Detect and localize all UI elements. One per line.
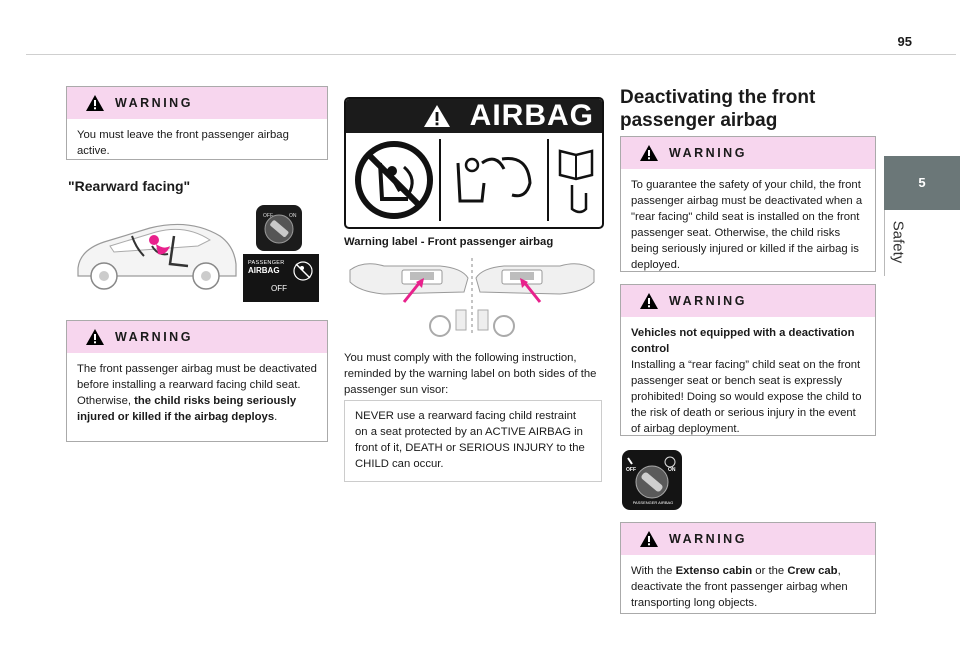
svg-text:ON: ON [289, 213, 297, 219]
airbag-key-switch-icon [256, 205, 302, 251]
warning-title: WARNING [115, 96, 193, 110]
warning-text: To guarantee the safety of your child, the front passenger airbag must be deactivated when a "rear facing" child seat is installed on the front passenger seat. Otherwise, the child risks being seriously injured or killed if the airbag is deployed. [631, 179, 863, 271]
svg-text:OFF: OFF [263, 213, 273, 219]
knob-on-label: ON [668, 467, 676, 473]
warning-header [67, 87, 327, 119]
indicator-state: OFF [271, 284, 287, 293]
warning-box-3 [620, 136, 876, 272]
warning-triangle-icon [85, 328, 105, 346]
airbag-warning-label [344, 97, 604, 229]
warning-text: You must leave the front passenger airbag active. [77, 129, 289, 157]
car-child-seat-illustration [70, 206, 240, 298]
warning-triangle-icon [422, 103, 452, 129]
label-pictograms [352, 139, 598, 221]
instruction-paragraph: You must comply with the following instruction, reminded by the warning label on both sides of the passenger sun visor: [344, 352, 597, 396]
sun-visor-illustration [344, 252, 600, 338]
warning-text: The front passenger airbag must be deactivated before installing a rearward facing child seat. Otherwise, the child risks being seriously injured or killed if the airbag deploys. [77, 363, 317, 423]
label-banner-text: AIRBAG [469, 99, 594, 132]
warning-box-4 [620, 284, 876, 436]
warning-box-2 [66, 320, 328, 442]
warning-box-1 [66, 86, 328, 160]
warning-title: WARNING [669, 146, 747, 160]
warning-title: WARNING [669, 294, 747, 308]
label-banner [346, 99, 602, 133]
chapter-label: Safety [889, 220, 907, 264]
warning-triangle-icon [639, 530, 659, 548]
child-seat-crossed-icon [291, 260, 315, 282]
warning-text: With the Extenso cabin or the Crew cab, deactivate the front passenger airbag when transporting long objects. [631, 565, 848, 609]
warning-title: WARNING [115, 330, 193, 344]
knob-off-label: OFF [626, 467, 636, 473]
label-caption: Warning label - Front passenger airbag [344, 236, 554, 248]
warning-box-5 [620, 522, 876, 614]
indicator-line-1: PASSENGER [248, 260, 285, 266]
chapter-number: 5 [918, 175, 926, 190]
warning-triangle-icon [639, 292, 659, 310]
rearward-facing-heading: "Rearward facing" [68, 178, 191, 194]
knob-ring-label: PASSENGER AIRBAG [632, 500, 674, 505]
warning-header [67, 321, 327, 353]
instruction-box: NEVER use a rearward facing child restraint on a seat protected by an ACTIVE AIRBAG in front of it, DEATH or SERIOUS INJURY to the CHILD can occur. [344, 400, 602, 482]
airbag-knob-image [622, 450, 682, 510]
page-number: 95 [897, 34, 912, 49]
warning-header [621, 523, 875, 555]
warning-subheading: Vehicles not equipped with a deactivation control [631, 327, 855, 355]
warning-triangle-icon [85, 94, 105, 112]
section-heading: Deactivating the front passenger airbag [620, 87, 816, 131]
warning-text: Vehicles not equipped with a deactivation control Installing a “rear facing” child seat on the front passenger seat or bench seat is expressly prohibited! Doing so would expose the child to the risk of death or serious injury in the event of airbag deployment. [631, 327, 862, 435]
warning-triangle-icon [639, 144, 659, 162]
chapter-tab[interactable] [884, 156, 960, 210]
top-divider [26, 54, 956, 55]
warning-header [621, 137, 875, 169]
warning-title: WARNING [669, 532, 747, 546]
airbag-off-indicator [243, 254, 319, 302]
indicator-line-2: AIRBAG [248, 266, 280, 275]
warning-header [621, 285, 875, 317]
